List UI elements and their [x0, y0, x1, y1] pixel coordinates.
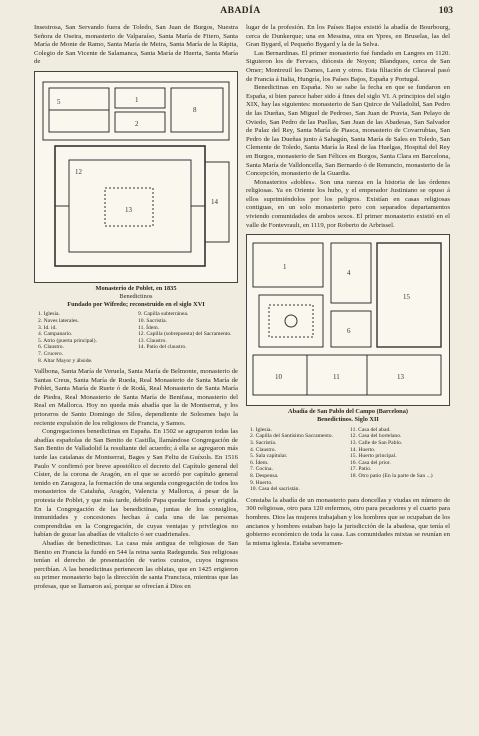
- svg-text:1: 1: [283, 263, 287, 272]
- legend-item: 8. Altar Mayor y ábside.: [38, 357, 93, 364]
- svg-text:4: 4: [347, 269, 351, 278]
- legend-item: 14. Patio del claustro.: [138, 344, 187, 351]
- legend-item: 13. Calle de San Pablo.: [350, 440, 403, 447]
- legend-item: 2. Naves laterales.: [38, 317, 80, 324]
- legend-item: 10. Sacristía.: [138, 317, 168, 324]
- svg-text:14: 14: [211, 197, 218, 206]
- legend-item: 11. Casa del abad.: [350, 426, 391, 433]
- paragraph: Las Bernardinas. El primer monasterio fué fundado en Langres en 1120. Siguieron los de Fervacs, diócesis de Noyon; Blandques, cerca de San Omer; Montreuil les Dames, Laon y otros. Esta filiación de Claraval pasó de Francia á Italia, Hungría, los Países Bajos, España y Portugal.: [246, 49, 450, 83]
- legend-item: 16. Casa del prior.: [350, 459, 391, 466]
- legend-column: [350, 427, 450, 493]
- legend-item: 18. Otro patio (En la parte de San ...): [350, 473, 433, 479]
- paragraph: Congregaciones benedictinas en España. En 1502 se agruparon todas las abadías españolas de San Benito de Castilla, llamándose Congregación de San Benito de Valladolid la resultante del acuerdo; á ella se agregaron más tarde las catalanas de Montserrat, Bages y San Feliu de Guíxols. En 1516 Paulo V confirmó por breve apostólico el decreto del Capítulo general del Císter, de la corona de Aragón, en el que se acordó por capítulo general tenido en Zaragoza, la formación de una segunda congregación de todos los monasterios de Cataluña, Aragón, Valencia y Mallorca, á pesar de la protesta de Poblet, y que más tarde, debido Papa quedar formada y erigida. En la Congregación de las benedictinas, juntas de los consiglios, inmunidades y concesiones hechas á cada una de las personas comprendidas en la Congregación, de cuyas ventajas y privilegios no habían de gozar las abadías de vitalicio ó ser cuadrienales.: [34, 428, 238, 539]
- svg-text:5: 5: [57, 97, 61, 106]
- figure-caption: [246, 408, 450, 424]
- legend-item: 12. Casa del hortelano.: [350, 433, 402, 440]
- page-header: [28, 6, 453, 20]
- svg-text:15: 15: [403, 293, 410, 302]
- svg-text:12: 12: [75, 167, 82, 176]
- svg-text:1: 1: [135, 95, 139, 104]
- legend-item: 1. Iglesia.: [38, 311, 60, 318]
- legend-item: 6. Ídem.: [250, 459, 269, 466]
- legend-item: 7. Crucero.: [38, 350, 64, 357]
- caption-note: Fundado por Wifredo; reconstruido en el siglo XVI: [67, 300, 205, 308]
- svg-text:13: 13: [397, 373, 404, 382]
- figure-legend: [38, 311, 238, 364]
- legend-column: [38, 311, 138, 364]
- paragraph: Vallbona, Santa María de Veruela, Santa María de Belmonte, monasterio de Santas Creus, Santa María de Rueda, Real Monasterio de Santa María de Poblet, Santa María de Ruete ó de Rodá, Real Monasterio de Santa María de Piedra, Real Monasterio de Santa María de Benifasa, monasterio del Real en Mallorca. Hoy no queda más abadía que la de Montserrat, y los priorатos de Santo Domingo de Silos, dependiente de Solesmes bajo la reciente expulsión de los religiosos de Francia, y Samos.: [34, 368, 238, 427]
- running-title: ABADÍA: [220, 6, 261, 16]
- legend-item: 3. Id. id.: [38, 324, 57, 331]
- caption-title: Abadía de San Pablo del Campo (Barcelona): [288, 408, 408, 416]
- legend-item: 9. Huerto.: [250, 479, 273, 486]
- right-column: [246, 24, 450, 548]
- svg-text:10: 10: [275, 373, 282, 382]
- legend-item: 12. Capilla (sobrepuesta) del Sacramento.: [138, 331, 232, 338]
- san-pablo-floor-plan: [246, 234, 450, 406]
- legend-item: 17. Patio.: [350, 466, 372, 473]
- figure-legend: [250, 427, 450, 493]
- caption-subtitle: Benedictinos: [119, 292, 153, 300]
- svg-text:8: 8: [193, 105, 197, 114]
- floor-plan-drawing: [247, 235, 449, 405]
- left-column: [34, 24, 238, 592]
- paragraph: Insestrosa, San Servando fuera de Toledo, San Juan de Burgos, Nuestra Señora de Oseira, monasterio de Valparaíso, Santa María de Fitero, Santa María de Monte de Ramo, Santa María de Meira, Santa María de la Rápita, Colegio de San Vicente de Salamanca, Santa María de Huerta, Santa María de: [34, 24, 238, 66]
- legend-item: 8. Despensa.: [250, 473, 279, 479]
- paragraph: Monasterios «dobles». Son una rareza en la historia de las órdenes religiosas. Ya en Oriente los hubo, y el emperador Justiniano se opuso á ellos suprimiéndolos por los peligros. Existían en casas religiosas contiguas, en un solo monasterio pero con separados departamentos viviendo comunidades de ambos sexos. El primer monasterio existió en el valle de Fontevrault, en 1119, por Roberto de Arbrissel.: [246, 178, 450, 229]
- poblet-floor-plan: [34, 71, 238, 283]
- caption-title: Monasterio de Poblet, en 1835: [95, 284, 177, 292]
- svg-text:13: 13: [125, 205, 132, 214]
- svg-text:6: 6: [347, 327, 351, 336]
- legend-item: 4. Claustro.: [250, 446, 276, 453]
- legend-item: 9. Capilla subterránea.: [138, 311, 189, 318]
- legend-column: [138, 311, 238, 364]
- legend-item: 13. Claustro.: [138, 337, 167, 344]
- legend-item: 6. Claustro.: [38, 344, 64, 351]
- paragraph: Abadías de benedictinas. La casa más antigua de religiosas de San Benito en Francia la fundó en 544 la reina santa Radegunda. Sus religiosas tenían el derecho de presentación de varios curatos, cuyos ingresos percibían. A las benedictinas pertenecen las oblatas, que en 1425 erigieron su primer monasterio bajo la dirección de santa Francisca, mientras que las profesas, que se llamaron así, porque se ofrecían á Dios en: [34, 539, 238, 590]
- legend-item: 11. Ídem.: [138, 324, 160, 331]
- paragraph: lugar de la profesión. En los Países Bajos existió la abadía de Bourbourg, cerca de Dunkerque; una en Messina, otra en Ypres, en Bruselas, las del Gran Bygard, el Pequeño Bygard y la de la Selva.: [246, 24, 450, 49]
- legend-column: [250, 427, 350, 493]
- legend-item: 10. Casa del sacristán.: [250, 486, 300, 493]
- legend-item: 3. Sacristía.: [250, 440, 277, 447]
- svg-text:11: 11: [333, 373, 340, 382]
- svg-text:2: 2: [135, 119, 139, 128]
- legend-item: 5. Atrio (puerta principal).: [38, 337, 97, 344]
- legend-item: 15. Huerto principal.: [350, 453, 397, 460]
- legend-item: 7. Cocina.: [250, 466, 273, 473]
- caption-subtitle: Benedictinos. Siglo XII: [317, 416, 379, 424]
- figure-caption: [34, 285, 238, 308]
- page-number: 103: [438, 6, 453, 16]
- floor-plan-drawing: [35, 72, 237, 282]
- legend-item: 2. Capilla del Santísimo Sacramento.: [250, 433, 333, 440]
- legend-item: 4. Campanario.: [38, 331, 73, 338]
- paragraph: Constaba la abadía de un monasterio para doncellas y viudas en número de 300 religiosas, otro para 120 enfermos, otro para pecadores y el cuarto para hombres. Dios las mujeres trabajaban y los hombres que se ocupaban de los ancianos y hombres estaban bajo la jurisdicción de la abadesa, que tenía el gobierno económico de toda la casa. Las comunidades mixtas se reunían en la misma iglesia. Estaba severamen-: [246, 496, 450, 547]
- paragraph: Benedictinas en España. No se sabe la fecha en que se fundaron en España, si bien parece haber sido á fines del siglo VI. A principios del siglo XIX, hay las siguientes: monasterio de San Quirce de Valladolid, San Pedro de las Dueñas, San Miguel de Pedroso, San Juan de Pravia, San Pelayo de Oviedo, San Pedro de las Puellas, San Juan de las Abadesas, San Salvador de Palaz del Rey, Santa María de Piasca, monasterio de Covarrubias, San Pedro de las Dueñas junto á Sahagún, Santa María de Sales en Toledo, San Clemente de Toledo, Santa María la Real de las Huelgas, Hospital del Rey en Burgos, monasterio de San Félices en Burgos, Santa Clara en Barcelona, Santa María de Valldoncella, San Bernardo ó de Renuncio, monasterio de la Concepción, monasterio de la Guardia.: [246, 84, 450, 178]
- legend-item: 1. Iglesia.: [250, 426, 272, 433]
- legend-item: 14. Huerto.: [350, 446, 376, 453]
- legend-item: 5. Sala capitular.: [250, 453, 288, 460]
